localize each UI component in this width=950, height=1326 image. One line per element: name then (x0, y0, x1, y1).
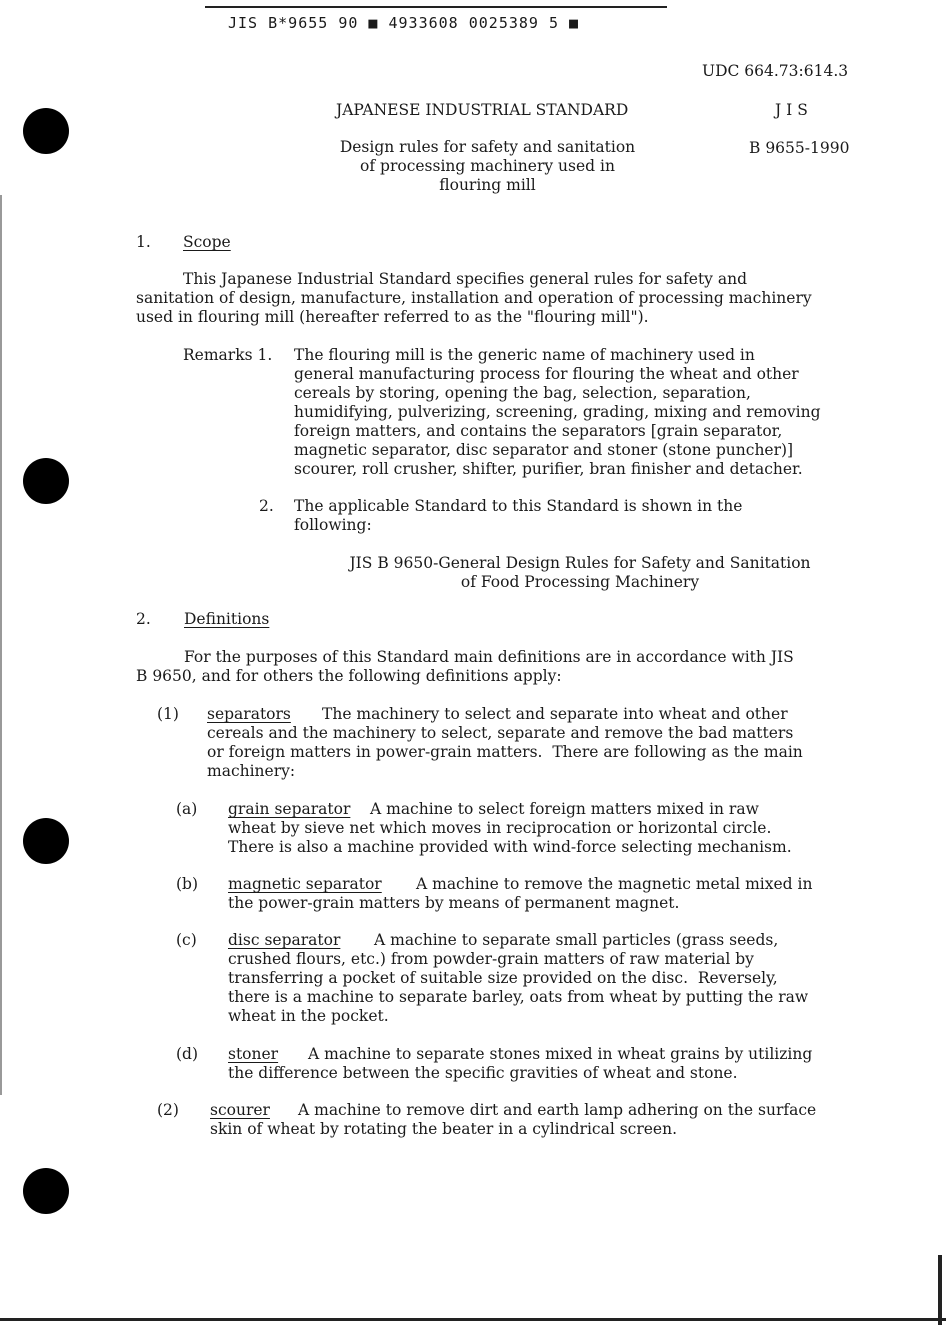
standard-type: JAPANESE INDUSTRIAL STANDARD (336, 101, 629, 119)
punch-hole-3 (23, 818, 69, 864)
definition-line: A machine to separate small particles (grass seeds, (374, 931, 779, 949)
top-border-line (205, 6, 667, 8)
definition-line: wheat by sieve net which moves in reciprocation or horizontal circle. (228, 819, 772, 837)
remark2-line: following: (294, 516, 372, 534)
definition-line: the difference between the specific gravities of wheat and stone. (228, 1064, 738, 1082)
remarks-label: Remarks 1. (183, 346, 273, 364)
udc-number: UDC 664.73:614.3 (702, 62, 849, 80)
remark1-line: cereals by storing, opening the bag, selection, separation, (294, 384, 751, 402)
section-number: 2. (136, 610, 151, 628)
definitions-line: For the purposes of this Standard main definitions are in accordance with JIS (184, 648, 794, 666)
document-code-header: JIS B*9655 90 ■ 4933608 0025389 5 ■ (228, 14, 580, 32)
punch-hole-4 (23, 1168, 69, 1214)
remark1-line: The flouring mill is the generic name of machinery used in (294, 346, 755, 364)
definition-line: skin of wheat by rotating the beater in a cylindrical screen. (210, 1120, 678, 1138)
section-heading-scope: Scope (183, 233, 231, 251)
bottom-border-line (0, 1318, 946, 1321)
title-line: Design rules for safety and sanitation (339, 138, 636, 156)
scope-line: used in flouring mill (hereafter referred to as the "flouring mill"). (136, 308, 649, 326)
remark1-line: foreign matters, and contains the separators [grain separator, (294, 422, 783, 440)
section-number: 1. (136, 233, 151, 251)
definition-line: transferring a pocket of suitable size provided on the disc. Reversely, (228, 969, 778, 987)
definition-line: machinery: (207, 762, 296, 780)
definition-line: cereals and the machinery to select, separate and remove the bad matters (207, 724, 794, 742)
section-heading-definitions: Definitions (184, 610, 270, 628)
remark1-line: scourer, roll crusher, shifter, purifier, bran finisher and detacher. (294, 460, 803, 478)
scope-line: This Japanese Industrial Standard specifies general rules for safety and (183, 270, 748, 288)
item-number: (d) (176, 1045, 199, 1063)
definition-line: A machine to remove dirt and earth lamp adhering on the surface (298, 1101, 817, 1119)
title-line: flouring mill (439, 176, 536, 194)
definition-line: A machine to separate stones mixed in wheat grains by utilizing (308, 1045, 813, 1063)
punch-hole-2 (23, 458, 69, 504)
item-number: (b) (176, 875, 199, 893)
jis-number: B 9655-1990 (749, 139, 850, 157)
reference-line: of Food Processing Machinery (460, 573, 700, 591)
definition-line: A machine to select foreign matters mixed in raw (370, 800, 759, 818)
definition-line: crushed flours, etc.) from powder-grain matters of raw material by (228, 950, 754, 968)
term-grain-separator: grain separator (228, 800, 351, 818)
jis-label: J I S (775, 101, 808, 119)
term-separators: separators (207, 705, 291, 723)
definition-line: There is also a machine provided with wind-force selecting mechanism. (228, 838, 792, 856)
term-stoner: stoner (228, 1045, 279, 1063)
definition-line: there is a machine to separate barley, oats from wheat by putting the raw (228, 988, 809, 1006)
remark1-line: general manufacturing process for flouring the wheat and other (294, 365, 799, 383)
scope-line: sanitation of design, manufacture, installation and operation of processing machinery (136, 289, 812, 307)
item-number: (a) (176, 800, 198, 818)
remark1-line: magnetic separator, disc separator and stoner (stone puncher)] (294, 441, 794, 459)
term-magnetic-separator: magnetic separator (228, 875, 382, 893)
definition-line: wheat in the pocket. (228, 1007, 389, 1025)
definition-line: the power-grain matters by means of permanent magnet. (228, 894, 680, 912)
document-title (310, 138, 665, 195)
term-scourer: scourer (210, 1101, 270, 1119)
right-edge-mark (938, 1255, 942, 1325)
remark1-line: humidifying, pulverizing, screening, grading, mixing and removing (294, 403, 821, 421)
reference-line: JIS B 9650-General Design Rules for Safety and Sanitation (349, 554, 811, 572)
definitions-line: B 9650, and for others the following definitions apply: (136, 667, 562, 685)
referenced-standard (300, 554, 860, 592)
left-edge-line (0, 195, 2, 1095)
item-number: (c) (176, 931, 197, 949)
definition-line: A machine to remove the magnetic metal mixed in (416, 875, 813, 893)
remark2-number: 2. (259, 497, 274, 515)
remark2-line: The applicable Standard to this Standard is shown in the (294, 497, 743, 515)
definition-line: The machinery to select and separate into wheat and other (322, 705, 788, 723)
term-disc-separator: disc separator (228, 931, 341, 949)
title-line: of processing machinery used in (360, 157, 615, 175)
definition-line: or foreign matters in power-grain matters. There are following as the main (207, 743, 803, 761)
item-number: (2) (157, 1101, 179, 1119)
item-number: (1) (157, 705, 179, 723)
punch-hole-1 (23, 108, 69, 154)
